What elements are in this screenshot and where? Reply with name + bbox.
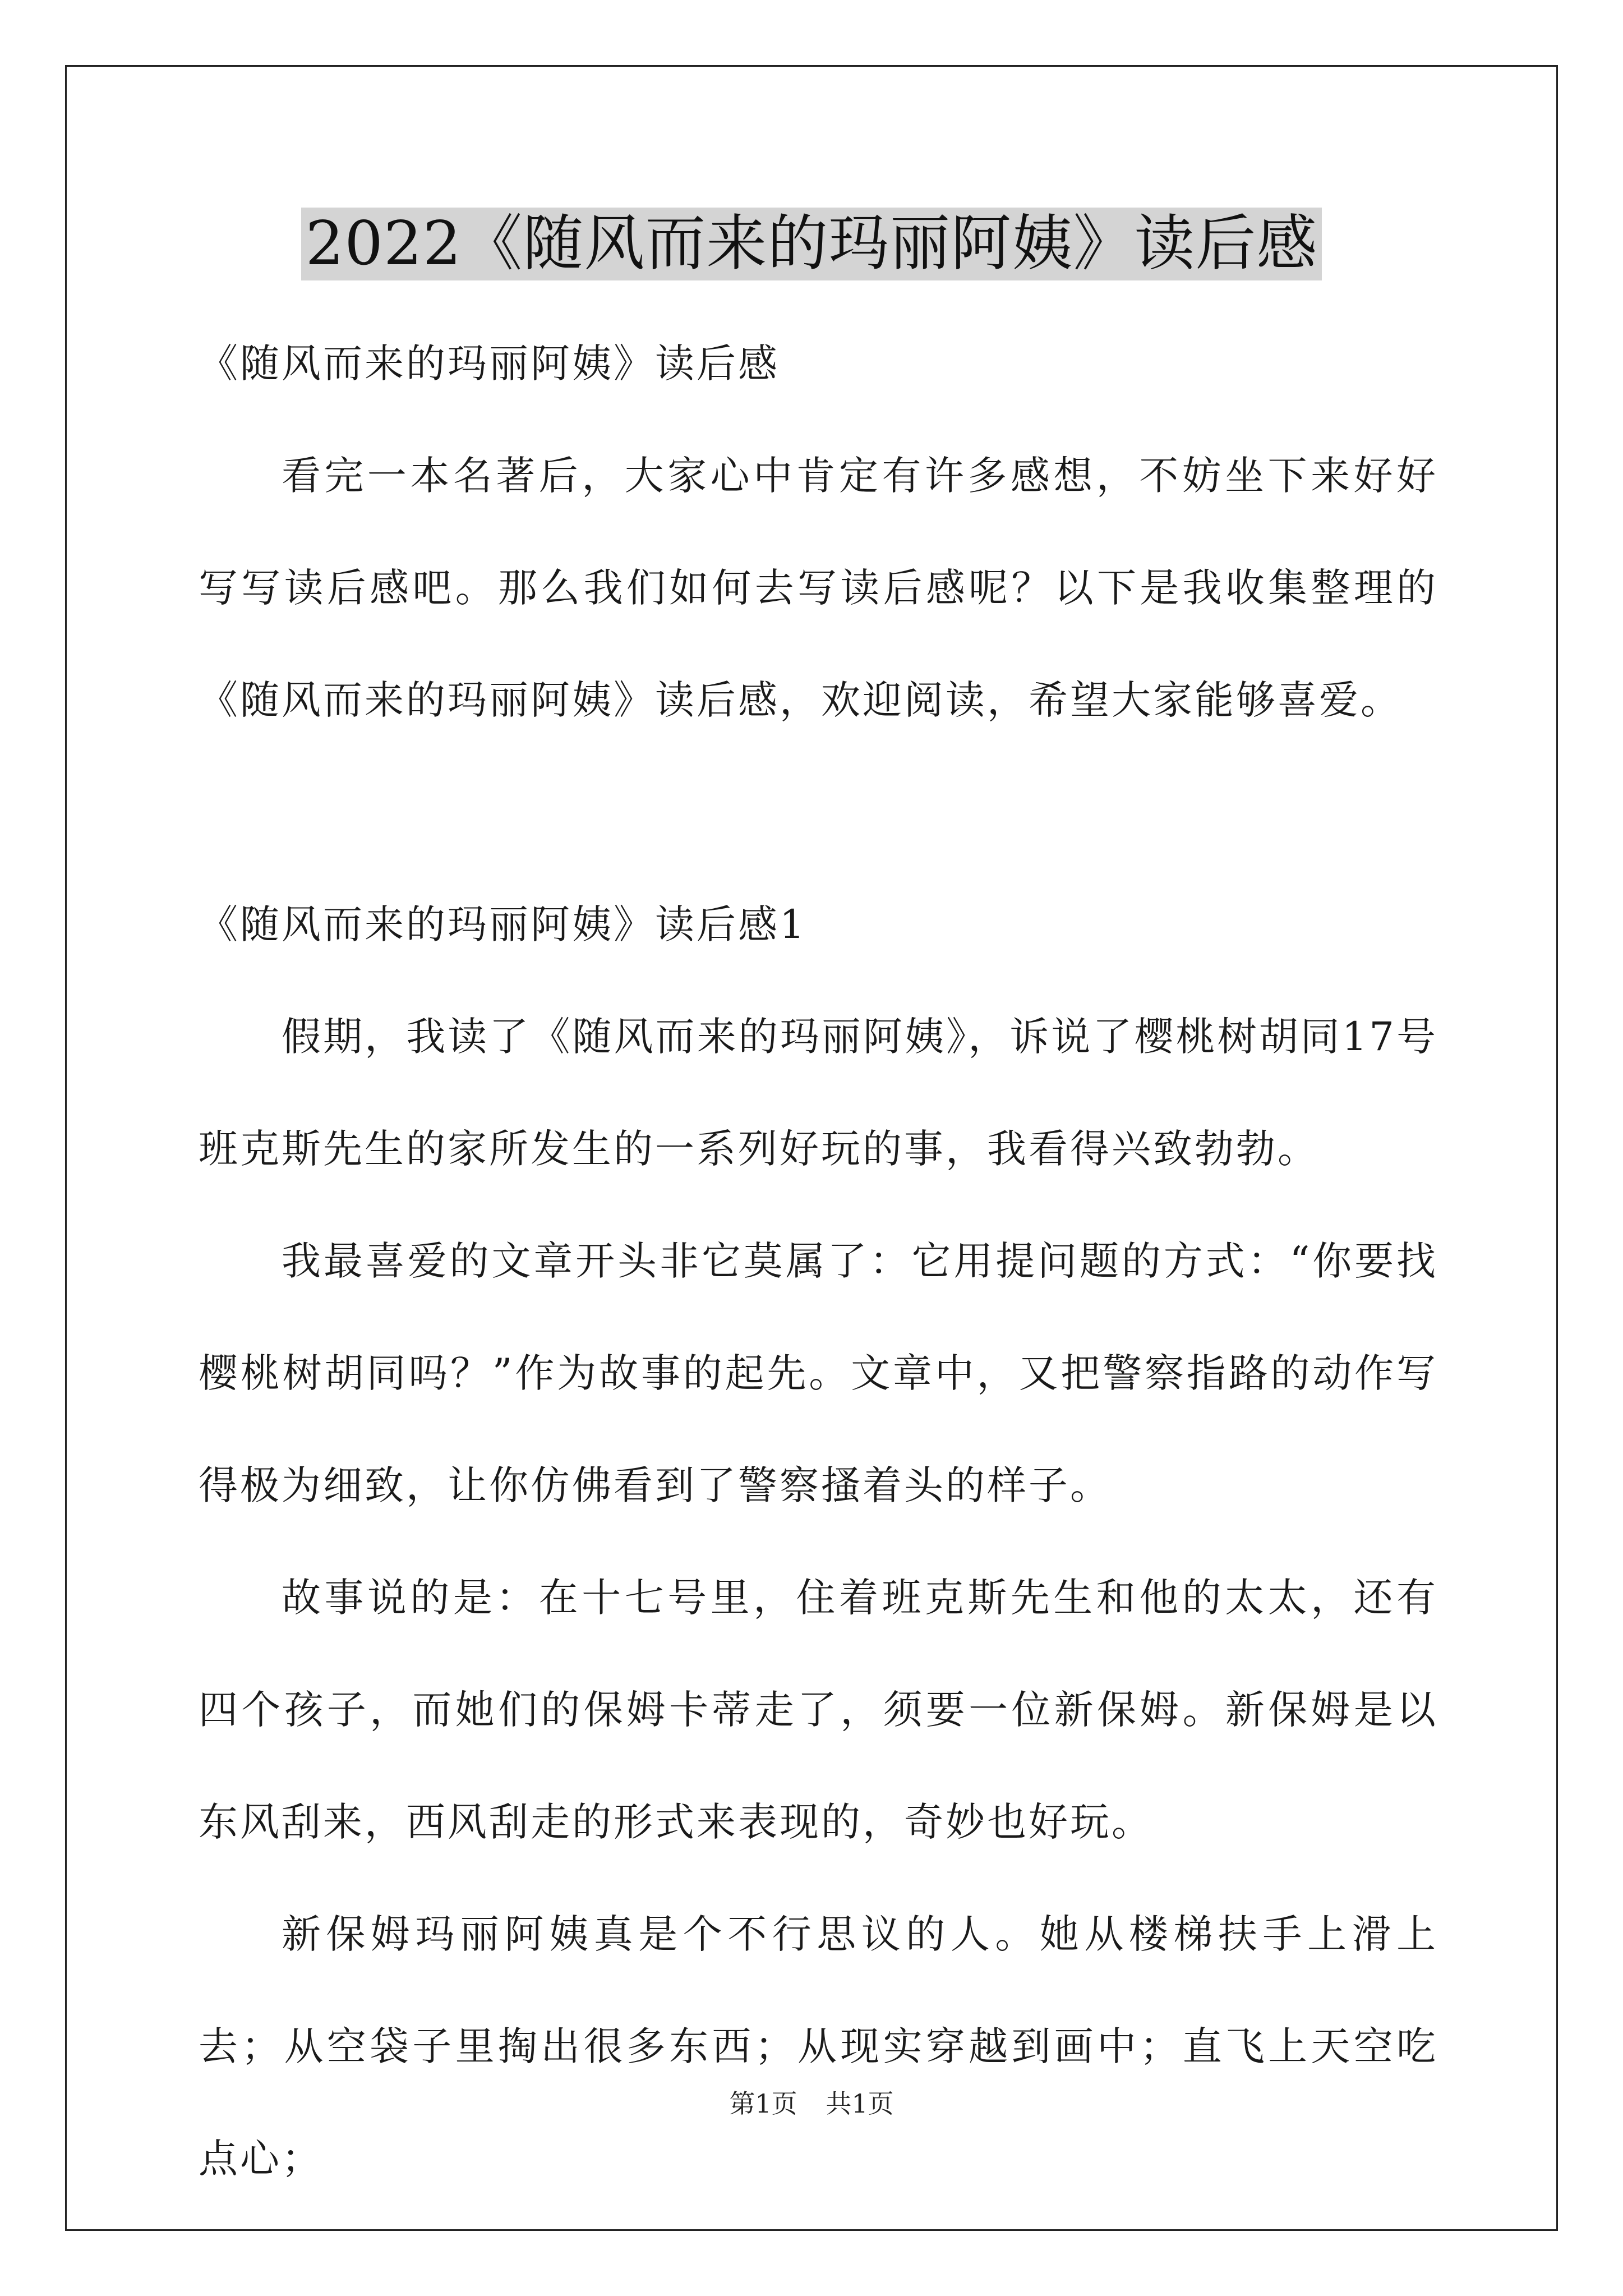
subtitle: 《随风而来的玛丽阿姨》读后感 bbox=[199, 341, 780, 386]
title-container bbox=[0, 208, 1623, 280]
document-title: 2022《随风而来的玛丽阿姨》读后感 bbox=[301, 208, 1322, 280]
page-footer bbox=[0, 2087, 1623, 2120]
paragraph: 我最喜爱的文章开头非它莫属了：它用提问题的方式：“你要找樱桃树胡同吗？”作为故事的起先。文章中，又把警察指路的动作写得极为细致，让你仿佛看到了警察搔着头的样子。 bbox=[199, 1238, 1438, 1508]
page-number: 第1页 bbox=[729, 2088, 797, 2119]
paragraph: 新保姆玛丽阿姨真是个不行思议的人。她从楼梯扶手上滑上去；从空袋子里掏出很多东西；从现实穿越到画中；直飞上天空吃点心； bbox=[199, 1911, 1438, 2182]
document-body-section1 bbox=[199, 868, 1438, 2215]
paragraph: 假期，我读了《随风而来的玛丽阿姨》，诉说了樱桃树胡同17号班克斯先生的家所发生的一系列好玩的事，我看得兴致勃勃。 bbox=[199, 1014, 1438, 1172]
paragraph: 故事说的是：在十七号里，住着班克斯先生和他的太太，还有四个孩子，而她们的保姆卡蒂走了，须要一位新保姆。新保姆是以东风刮来，西风刮走的形式来表现的，奇妙也好玩。 bbox=[199, 1575, 1438, 1845]
document-body-intro bbox=[199, 307, 1438, 756]
page-total: 共1页 bbox=[826, 2088, 894, 2119]
intro-paragraph: 看完一本名著后，大家心中肯定有许多感想，不妨坐下来好好写写读后感吧。那么我们如何去写读后感呢？以下是我收集整理的《随风而来的玛丽阿姨》读后感，欢迎阅读，希望大家能够喜爱。 bbox=[199, 453, 1438, 723]
section1-heading: 《随风而来的玛丽阿姨》读后感1 bbox=[199, 901, 807, 947]
